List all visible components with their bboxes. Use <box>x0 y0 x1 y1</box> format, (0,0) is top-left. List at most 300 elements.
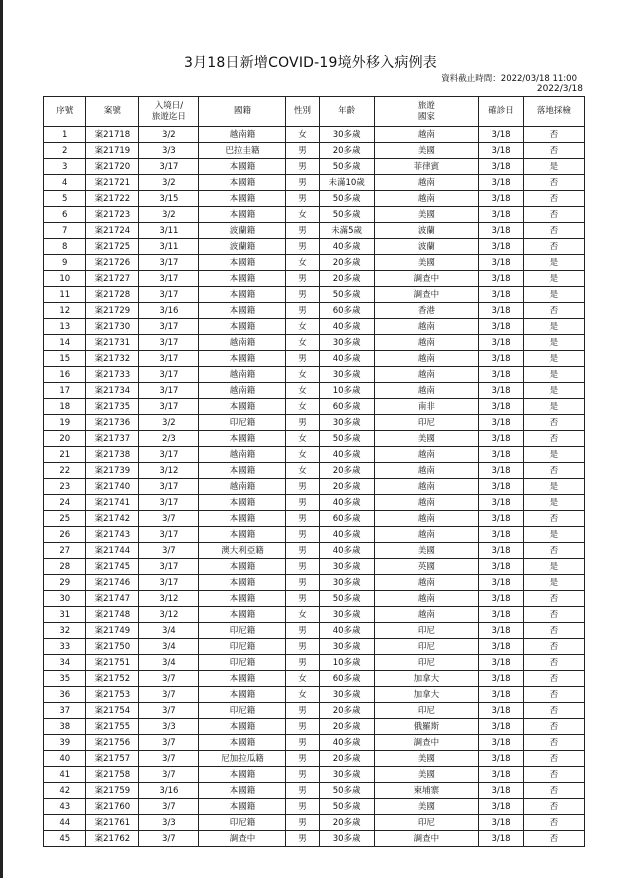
cell-travel-country: 越南 <box>374 367 479 383</box>
cell-travel-country: 菲律賓 <box>374 159 479 175</box>
cell-travel-country: 越南 <box>374 191 479 207</box>
cell-airport-test: 否 <box>523 303 584 319</box>
cell-serial: 38 <box>44 719 86 735</box>
cell-age: 30多歲 <box>319 367 374 383</box>
cell-nationality: 澳大利亞籍 <box>199 543 286 559</box>
cell-entry-date: 3/7 <box>139 767 199 783</box>
table-row <box>44 655 585 671</box>
cell-nationality: 本國籍 <box>199 159 286 175</box>
cell-nationality: 尼加拉瓜籍 <box>199 751 286 767</box>
cell-travel-country: 越南 <box>374 383 479 399</box>
cell-sex: 男 <box>286 271 319 287</box>
cell-nationality: 本國籍 <box>199 735 286 751</box>
cell-nationality: 本國籍 <box>199 255 286 271</box>
cell-nationality: 越南籍 <box>199 479 286 495</box>
cell-serial: 19 <box>44 415 86 431</box>
cell-travel-country: 印尼 <box>374 703 479 719</box>
cell-case-id: 案21721 <box>86 175 139 191</box>
cell-sex: 男 <box>286 799 319 815</box>
cell-case-id: 案21754 <box>86 703 139 719</box>
cell-confirm-date: 3/18 <box>479 575 524 591</box>
page-left-edge <box>0 0 3 878</box>
cell-nationality: 波蘭籍 <box>199 223 286 239</box>
cell-case-id: 案21762 <box>86 831 139 847</box>
cell-entry-date: 3/16 <box>139 783 199 799</box>
cell-airport-test: 是 <box>523 351 584 367</box>
cell-travel-country: 波蘭 <box>374 239 479 255</box>
table-row <box>44 287 585 303</box>
cell-confirm-date: 3/18 <box>479 367 524 383</box>
cell-airport-test: 是 <box>523 495 584 511</box>
cell-serial: 35 <box>44 671 86 687</box>
cell-serial: 21 <box>44 447 86 463</box>
cell-serial: 12 <box>44 303 86 319</box>
cell-entry-date: 3/15 <box>139 191 199 207</box>
cell-nationality: 越南籍 <box>199 383 286 399</box>
cell-entry-date: 3/17 <box>139 159 199 175</box>
cell-airport-test: 是 <box>523 527 584 543</box>
cell-nationality: 本國籍 <box>199 271 286 287</box>
cell-age: 30多歲 <box>319 127 374 143</box>
table-row <box>44 783 585 799</box>
cell-sex: 男 <box>286 639 319 655</box>
cell-travel-country: 波蘭 <box>374 223 479 239</box>
table-row <box>44 431 585 447</box>
cell-case-id: 案21728 <box>86 287 139 303</box>
cell-nationality: 本國籍 <box>199 687 286 703</box>
cell-case-id: 案21750 <box>86 639 139 655</box>
cell-sex: 男 <box>286 831 319 847</box>
cell-airport-test: 否 <box>523 703 584 719</box>
cell-entry-date: 3/12 <box>139 607 199 623</box>
header-serial: 序號 <box>44 97 86 127</box>
cell-sex: 男 <box>286 591 319 607</box>
table-row <box>44 495 585 511</box>
cell-sex: 男 <box>286 655 319 671</box>
cell-case-id: 案21736 <box>86 415 139 431</box>
cell-entry-date: 3/17 <box>139 319 199 335</box>
cell-serial: 11 <box>44 287 86 303</box>
cell-entry-date: 3/7 <box>139 543 199 559</box>
cell-airport-test: 是 <box>523 159 584 175</box>
cell-confirm-date: 3/18 <box>479 271 524 287</box>
cell-case-id: 案21751 <box>86 655 139 671</box>
cell-case-id: 案21722 <box>86 191 139 207</box>
cell-confirm-date: 3/18 <box>479 399 524 415</box>
cell-sex: 男 <box>286 159 319 175</box>
cell-age: 50多歲 <box>319 783 374 799</box>
cell-airport-test: 是 <box>523 447 584 463</box>
cell-serial: 39 <box>44 735 86 751</box>
cell-entry-date: 3/2 <box>139 127 199 143</box>
cell-confirm-date: 3/18 <box>479 831 524 847</box>
cell-nationality: 本國籍 <box>199 191 286 207</box>
table-row <box>44 511 585 527</box>
cases-table <box>43 96 585 847</box>
cell-serial: 6 <box>44 207 86 223</box>
cell-serial: 27 <box>44 543 86 559</box>
cell-airport-test: 否 <box>523 127 584 143</box>
cell-airport-test: 否 <box>523 191 584 207</box>
header-age: 年齡 <box>319 97 374 127</box>
cell-entry-date: 3/17 <box>139 383 199 399</box>
cell-entry-date: 3/4 <box>139 623 199 639</box>
cell-confirm-date: 3/18 <box>479 463 524 479</box>
cell-serial: 42 <box>44 783 86 799</box>
cell-case-id: 案21725 <box>86 239 139 255</box>
cell-airport-test: 是 <box>523 255 584 271</box>
cell-serial: 7 <box>44 223 86 239</box>
cell-serial: 32 <box>44 623 86 639</box>
cell-case-id: 案21752 <box>86 671 139 687</box>
cell-sex: 男 <box>286 703 319 719</box>
table-row <box>44 191 585 207</box>
cell-confirm-date: 3/18 <box>479 351 524 367</box>
cell-confirm-date: 3/18 <box>479 511 524 527</box>
cell-age: 10多歲 <box>319 655 374 671</box>
header-entry-date: 入境日/ 旅遊迄日 <box>139 97 199 127</box>
cell-entry-date: 3/17 <box>139 271 199 287</box>
cell-confirm-date: 3/18 <box>479 623 524 639</box>
cell-sex: 女 <box>286 671 319 687</box>
cell-entry-date: 3/2 <box>139 175 199 191</box>
cell-age: 50多歲 <box>319 799 374 815</box>
cell-airport-test: 否 <box>523 543 584 559</box>
cell-entry-date: 3/17 <box>139 559 199 575</box>
cell-case-id: 案21745 <box>86 559 139 575</box>
table-row <box>44 207 585 223</box>
cell-sex: 女 <box>286 367 319 383</box>
cell-confirm-date: 3/18 <box>479 239 524 255</box>
cell-case-id: 案21756 <box>86 735 139 751</box>
cell-sex: 男 <box>286 351 319 367</box>
cell-nationality: 本國籍 <box>199 399 286 415</box>
cell-sex: 女 <box>286 319 319 335</box>
cell-confirm-date: 3/18 <box>479 751 524 767</box>
cell-confirm-date: 3/18 <box>479 543 524 559</box>
cell-age: 20多歲 <box>319 751 374 767</box>
cell-nationality: 本國籍 <box>199 303 286 319</box>
cell-entry-date: 3/17 <box>139 575 199 591</box>
cell-case-id: 案21733 <box>86 367 139 383</box>
table-row <box>44 271 585 287</box>
cell-sex: 女 <box>286 127 319 143</box>
cell-sex: 男 <box>286 223 319 239</box>
cell-travel-country: 印尼 <box>374 415 479 431</box>
cell-confirm-date: 3/18 <box>479 655 524 671</box>
cell-confirm-date: 3/18 <box>479 591 524 607</box>
cell-age: 30多歲 <box>319 639 374 655</box>
cell-travel-country: 印尼 <box>374 655 479 671</box>
cell-travel-country: 越南 <box>374 479 479 495</box>
table-row <box>44 335 585 351</box>
cell-nationality: 本國籍 <box>199 559 286 575</box>
cell-sex: 男 <box>286 175 319 191</box>
table-row <box>44 255 585 271</box>
cell-sex: 女 <box>286 607 319 623</box>
cell-entry-date: 3/7 <box>139 831 199 847</box>
cell-case-id: 案21757 <box>86 751 139 767</box>
cell-nationality: 巴拉圭籍 <box>199 143 286 159</box>
cell-case-id: 案21744 <box>86 543 139 559</box>
cell-airport-test: 否 <box>523 735 584 751</box>
cell-serial: 41 <box>44 767 86 783</box>
cell-sex: 男 <box>286 575 319 591</box>
table-row <box>44 175 585 191</box>
cell-serial: 8 <box>44 239 86 255</box>
cell-entry-date: 3/7 <box>139 511 199 527</box>
cell-entry-date: 3/12 <box>139 591 199 607</box>
cell-serial: 17 <box>44 383 86 399</box>
cell-airport-test: 否 <box>523 687 584 703</box>
cell-airport-test: 否 <box>523 639 584 655</box>
cell-airport-test: 否 <box>523 431 584 447</box>
header-confirm-date: 確診日 <box>479 97 524 127</box>
cell-sex: 男 <box>286 527 319 543</box>
cell-sex: 男 <box>286 815 319 831</box>
cell-case-id: 案21747 <box>86 591 139 607</box>
cell-serial: 43 <box>44 799 86 815</box>
cell-case-id: 案21718 <box>86 127 139 143</box>
cell-serial: 1 <box>44 127 86 143</box>
cell-serial: 26 <box>44 527 86 543</box>
cell-confirm-date: 3/18 <box>479 415 524 431</box>
table-row <box>44 223 585 239</box>
cell-age: 40多歲 <box>319 319 374 335</box>
cell-entry-date: 3/17 <box>139 255 199 271</box>
cell-serial: 30 <box>44 591 86 607</box>
cell-travel-country: 印尼 <box>374 623 479 639</box>
cell-age: 40多歲 <box>319 239 374 255</box>
cell-case-id: 案21727 <box>86 271 139 287</box>
cell-case-id: 案21741 <box>86 495 139 511</box>
cell-age: 30多歲 <box>319 559 374 575</box>
cell-travel-country: 越南 <box>374 463 479 479</box>
cell-entry-date: 3/17 <box>139 495 199 511</box>
table-row <box>44 719 585 735</box>
cell-sex: 女 <box>286 399 319 415</box>
cell-entry-date: 3/17 <box>139 367 199 383</box>
cell-case-id: 案21740 <box>86 479 139 495</box>
cell-travel-country: 美國 <box>374 431 479 447</box>
cell-airport-test: 是 <box>523 399 584 415</box>
cell-confirm-date: 3/18 <box>479 175 524 191</box>
cell-airport-test: 是 <box>523 479 584 495</box>
cell-serial: 31 <box>44 607 86 623</box>
table-row <box>44 239 585 255</box>
cell-confirm-date: 3/18 <box>479 319 524 335</box>
cell-travel-country: 調查中 <box>374 271 479 287</box>
cell-age: 60多歲 <box>319 511 374 527</box>
cell-sex: 男 <box>286 511 319 527</box>
table-row <box>44 623 585 639</box>
cell-sex: 男 <box>286 751 319 767</box>
cell-entry-date: 3/11 <box>139 239 199 255</box>
cell-nationality: 印尼籍 <box>199 703 286 719</box>
cell-travel-country: 越南 <box>374 175 479 191</box>
cell-airport-test: 否 <box>523 767 584 783</box>
table-body <box>44 127 585 847</box>
table-row <box>44 687 585 703</box>
cell-sex: 女 <box>286 447 319 463</box>
cell-airport-test: 否 <box>523 751 584 767</box>
table-row <box>44 639 585 655</box>
cell-case-id: 案21743 <box>86 527 139 543</box>
cell-case-id: 案21753 <box>86 687 139 703</box>
cell-sex: 男 <box>286 143 319 159</box>
cell-age: 20多歲 <box>319 479 374 495</box>
cell-entry-date: 3/17 <box>139 399 199 415</box>
cell-entry-date: 3/11 <box>139 223 199 239</box>
cell-entry-date: 3/17 <box>139 447 199 463</box>
cell-confirm-date: 3/18 <box>479 607 524 623</box>
cell-serial: 20 <box>44 431 86 447</box>
cell-confirm-date: 3/18 <box>479 719 524 735</box>
cell-case-id: 案21755 <box>86 719 139 735</box>
table-row <box>44 351 585 367</box>
cell-confirm-date: 3/18 <box>479 335 524 351</box>
cell-case-id: 案21720 <box>86 159 139 175</box>
cell-travel-country: 越南 <box>374 351 479 367</box>
cell-entry-date: 3/17 <box>139 527 199 543</box>
cell-travel-country: 俄羅斯 <box>374 719 479 735</box>
cell-airport-test: 否 <box>523 831 584 847</box>
cell-confirm-date: 3/18 <box>479 255 524 271</box>
cell-sex: 男 <box>286 287 319 303</box>
cell-serial: 24 <box>44 495 86 511</box>
cell-sex: 女 <box>286 687 319 703</box>
cell-travel-country: 印尼 <box>374 815 479 831</box>
cell-age: 60多歲 <box>319 303 374 319</box>
cell-airport-test: 是 <box>523 383 584 399</box>
cell-age: 20多歲 <box>319 815 374 831</box>
cell-nationality: 越南籍 <box>199 447 286 463</box>
cell-sex: 男 <box>286 495 319 511</box>
cell-airport-test: 否 <box>523 799 584 815</box>
cell-age: 40多歲 <box>319 495 374 511</box>
cell-age: 30多歲 <box>319 831 374 847</box>
cell-nationality: 本國籍 <box>199 671 286 687</box>
cell-airport-test: 否 <box>523 143 584 159</box>
cell-serial: 36 <box>44 687 86 703</box>
cell-nationality: 本國籍 <box>199 591 286 607</box>
cell-age: 20多歲 <box>319 463 374 479</box>
cell-age: 50多歲 <box>319 191 374 207</box>
cell-travel-country: 加拿大 <box>374 671 479 687</box>
cell-entry-date: 3/4 <box>139 639 199 655</box>
cell-airport-test: 否 <box>523 239 584 255</box>
cell-nationality: 本國籍 <box>199 783 286 799</box>
cell-serial: 13 <box>44 319 86 335</box>
cell-nationality: 本國籍 <box>199 767 286 783</box>
cell-serial: 28 <box>44 559 86 575</box>
cell-airport-test: 是 <box>523 335 584 351</box>
cell-travel-country: 越南 <box>374 447 479 463</box>
cell-confirm-date: 3/18 <box>479 207 524 223</box>
cell-nationality: 印尼籍 <box>199 655 286 671</box>
cell-age: 20多歲 <box>319 271 374 287</box>
table-row <box>44 799 585 815</box>
table-row <box>44 527 585 543</box>
cell-age: 30多歲 <box>319 335 374 351</box>
cell-confirm-date: 3/18 <box>479 479 524 495</box>
table-row <box>44 479 585 495</box>
cell-confirm-date: 3/18 <box>479 783 524 799</box>
cell-nationality: 本國籍 <box>199 431 286 447</box>
cell-nationality: 本國籍 <box>199 575 286 591</box>
cell-entry-date: 3/7 <box>139 735 199 751</box>
cell-case-id: 案21719 <box>86 143 139 159</box>
cell-sex: 女 <box>286 383 319 399</box>
cell-travel-country: 越南 <box>374 127 479 143</box>
cell-confirm-date: 3/18 <box>479 303 524 319</box>
cell-nationality: 本國籍 <box>199 719 286 735</box>
cell-confirm-date: 3/18 <box>479 431 524 447</box>
cell-sex: 男 <box>286 783 319 799</box>
cell-travel-country: 南非 <box>374 399 479 415</box>
header-row <box>44 97 585 127</box>
cell-travel-country: 美國 <box>374 207 479 223</box>
header-travel-country: 旅遊 國家 <box>374 97 479 127</box>
header-case-id: 案號 <box>86 97 139 127</box>
cell-airport-test: 是 <box>523 575 584 591</box>
cell-age: 50多歲 <box>319 591 374 607</box>
cell-entry-date: 3/7 <box>139 671 199 687</box>
cell-age: 30多歲 <box>319 607 374 623</box>
cell-serial: 29 <box>44 575 86 591</box>
cell-serial: 40 <box>44 751 86 767</box>
cell-travel-country: 英國 <box>374 559 479 575</box>
cell-case-id: 案21731 <box>86 335 139 351</box>
cell-airport-test: 否 <box>523 783 584 799</box>
table-row <box>44 591 585 607</box>
table-row <box>44 831 585 847</box>
cell-nationality: 本國籍 <box>199 287 286 303</box>
table-row <box>44 463 585 479</box>
cell-age: 50多歲 <box>319 431 374 447</box>
cell-sex: 男 <box>286 479 319 495</box>
cell-travel-country: 美國 <box>374 751 479 767</box>
cell-age: 20多歲 <box>319 719 374 735</box>
cell-serial: 15 <box>44 351 86 367</box>
cell-case-id: 案21724 <box>86 223 139 239</box>
data-cutoff-time: 資料截止時間：2022/03/18 11:00 <box>441 74 577 84</box>
cell-travel-country: 越南 <box>374 575 479 591</box>
cell-serial: 2 <box>44 143 86 159</box>
cell-age: 30多歲 <box>319 687 374 703</box>
cell-case-id: 案21760 <box>86 799 139 815</box>
cell-age: 未滿5歲 <box>319 223 374 239</box>
cell-nationality: 本國籍 <box>199 319 286 335</box>
cell-confirm-date: 3/18 <box>479 223 524 239</box>
cell-sex: 女 <box>286 463 319 479</box>
table-header <box>44 97 585 127</box>
cell-sex: 男 <box>286 767 319 783</box>
cell-case-id: 案21758 <box>86 767 139 783</box>
cell-serial: 5 <box>44 191 86 207</box>
cell-age: 40多歲 <box>319 527 374 543</box>
cell-confirm-date: 3/18 <box>479 639 524 655</box>
cell-serial: 37 <box>44 703 86 719</box>
cell-entry-date: 3/3 <box>139 815 199 831</box>
cell-travel-country: 美國 <box>374 255 479 271</box>
cell-nationality: 本國籍 <box>199 351 286 367</box>
cell-case-id: 案21729 <box>86 303 139 319</box>
cell-serial: 18 <box>44 399 86 415</box>
cell-age: 50多歲 <box>319 159 374 175</box>
cell-sex: 女 <box>286 431 319 447</box>
cell-sex: 女 <box>286 255 319 271</box>
